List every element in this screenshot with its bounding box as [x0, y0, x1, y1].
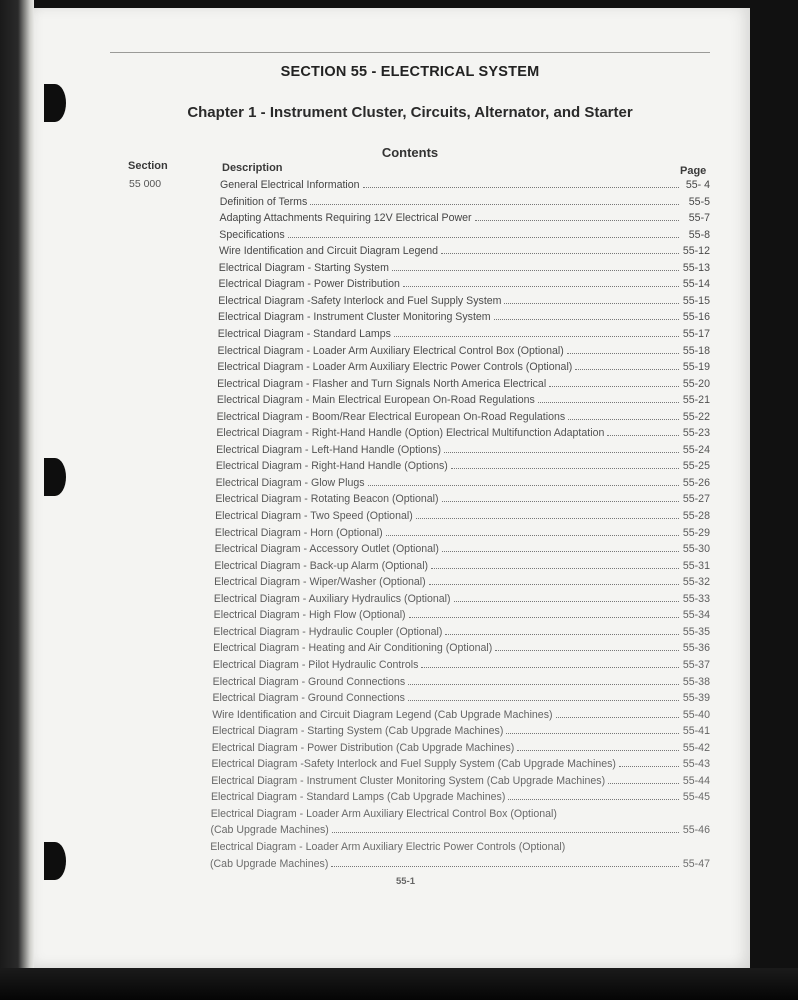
toc-row [219, 278, 710, 290]
toc-row [210, 858, 710, 870]
toc-description: Electrical Diagram - Rotating Beacon (Optional) [215, 493, 439, 506]
toc-leader-dots [442, 544, 679, 552]
toc-leader-dots [508, 792, 679, 800]
toc-row [211, 808, 710, 820]
toc-page-number: 55-33 [682, 592, 710, 605]
toc-row [218, 328, 710, 340]
toc-leader-dots [386, 527, 679, 535]
toc-description: (Cab Upgrade Machines) [210, 824, 329, 837]
toc-description: (Cab Upgrade Machines) [210, 857, 329, 870]
toc-page-number: 55-42 [682, 741, 710, 754]
toc-description: Electrical Diagram - Accessory Outlet (Optional) [214, 543, 439, 556]
toc-row [211, 758, 710, 770]
toc-leader-dots [504, 295, 679, 303]
toc-description: Electrical Diagram - Loader Arm Auxiliary Electrical Control Box (Optional) [210, 807, 557, 820]
toc-row [216, 460, 710, 472]
toc-description: Electrical Diagram - Main Electrical European On-Road Regulations [216, 394, 535, 407]
toc-leader-dots [421, 660, 679, 668]
toc-leader-dots [442, 494, 679, 502]
toc-description: Electrical Diagram - Standard Lamps [217, 327, 391, 340]
section-column-header: Section [128, 160, 168, 172]
toc-row [213, 642, 710, 654]
toc-leader-dots [517, 742, 679, 750]
toc-leader-dots [607, 428, 679, 436]
toc-page-number: 55-32 [682, 576, 710, 589]
toc-leader-dots [556, 709, 679, 717]
toc-page-number: 55-18 [682, 344, 710, 357]
toc-page-number: 55-24 [682, 443, 710, 456]
toc-leader-dots [429, 577, 679, 585]
toc-description: Electrical Diagram - Standard Lamps (Cab Upgrade Machines) [210, 791, 506, 804]
toc-description: Electrical Diagram - Wiper/Washer (Optional) [214, 576, 426, 589]
toc-row [211, 775, 710, 787]
toc-row [216, 477, 710, 489]
toc-description: Electrical Diagram - Two Speed (Optional) [215, 510, 413, 522]
toc-page-number: 55-17 [682, 327, 710, 340]
toc-row [212, 742, 710, 754]
toc-row [218, 345, 710, 357]
toc-row [216, 444, 710, 456]
toc-page-number: 55-44 [682, 774, 710, 787]
toc-description: Electrical Diagram - Power Distribution [218, 278, 400, 291]
chapter-title: Chapter 1 - Instrument Cluster, Circuits, Alternator, and Starter [187, 104, 633, 121]
toc-description: Specifications [219, 228, 285, 241]
toc-page-number: 55-12 [682, 245, 710, 258]
toc-description: Electrical Diagram - Pilot Hydraulic Controls [212, 658, 419, 671]
toc-description: Electrical Diagram - Instrument Cluster Monitoring System [218, 311, 491, 324]
toc-leader-dots [310, 196, 679, 204]
toc-leader-dots [454, 593, 679, 601]
toc-leader-dots [445, 626, 679, 634]
contents-heading: Contents [381, 145, 439, 160]
toc-page-number: 55-41 [682, 725, 710, 738]
toc-page-number: 55-30 [682, 543, 710, 556]
toc-page-number: 55-25 [682, 460, 710, 473]
toc-description: Electrical Diagram - Loader Arm Auxiliary Electrical Control Box (Optional) [217, 344, 564, 357]
toc-page-number: 55-45 [682, 791, 710, 804]
toc-row [213, 676, 710, 688]
toc-page-number: 55-39 [682, 692, 710, 705]
toc-row [214, 609, 710, 621]
toc-row [214, 593, 710, 605]
toc-leader-dots [608, 775, 679, 783]
toc-page-number: 55-31 [682, 559, 710, 572]
toc-leader-dots [409, 610, 679, 618]
toc-page-number: 55-36 [682, 642, 710, 655]
toc-row [217, 394, 710, 406]
toc-page-number: 55-29 [682, 526, 710, 539]
toc-leader-dots [431, 560, 679, 568]
toc-row [212, 692, 710, 704]
toc-description: Electrical Diagram - Hydraulic Coupler (Optional) [213, 625, 443, 638]
toc-page-number: 55-26 [682, 476, 710, 489]
toc-row [215, 493, 710, 505]
toc-leader-dots [408, 676, 679, 684]
toc-row [219, 229, 710, 241]
toc-row [212, 725, 710, 737]
toc-leader-dots [444, 444, 679, 452]
toc-description: Definition of Terms [219, 195, 308, 208]
toc-description: Electrical Diagram - Starting System (Cab Upgrade Machines) [211, 725, 504, 738]
toc-page-number: 55-15 [682, 294, 710, 307]
toc-row [220, 179, 710, 191]
toc-leader-dots [403, 279, 679, 287]
toc-leader-dots [475, 213, 679, 221]
toc-row [215, 543, 710, 555]
toc-description: Electrical Diagram -Safety Interlock and Fuel Supply System [218, 294, 502, 307]
section-code: 55 000 [129, 178, 162, 190]
description-column-header: Description [222, 162, 283, 174]
toc-leader-dots [495, 643, 679, 651]
toc-leader-dots [368, 477, 679, 485]
toc-page-number: 55-38 [682, 675, 710, 688]
toc-row [218, 311, 710, 323]
toc-row [210, 841, 710, 853]
toc-row [215, 527, 710, 539]
toc-page-number: 55-35 [682, 625, 710, 638]
toc-row [217, 411, 710, 423]
toc-description: Wire Identification and Circuit Diagram Legend [219, 245, 439, 258]
toc-leader-dots [538, 395, 679, 403]
toc-description: Electrical Diagram - Ground Connections [212, 675, 406, 688]
toc-row [214, 576, 710, 588]
toc-description: Electrical Diagram - Loader Arm Auxiliary Electric Power Controls (Optional) [210, 841, 566, 853]
toc-page-number: 55-37 [682, 658, 710, 671]
toc-page-number: 55-20 [682, 377, 710, 390]
toc-row [211, 791, 710, 803]
toc-page-number: 55-27 [682, 493, 710, 506]
toc-description: General Electrical Information [220, 179, 360, 191]
toc-page-number: 55-5 [688, 195, 710, 208]
toc-description: Wire Identification and Circuit Diagram Legend (Cab Upgrade Machines) [212, 708, 553, 721]
toc-description: Electrical Diagram - Heating and Air Conditioning (Optional) [213, 642, 493, 655]
toc-row [220, 212, 710, 224]
toc-description: Electrical Diagram - Auxiliary Hydraulics (Optional) [213, 592, 451, 605]
toc-page-number: 55- 4 [685, 179, 710, 191]
toc-description: Electrical Diagram - Power Distribution (Cab Upgrade Machines) [211, 741, 515, 754]
toc-leader-dots [441, 246, 679, 254]
toc-page-number: 55-23 [682, 427, 710, 440]
toc-description: Electrical Diagram - Back-up Alarm (Optional) [214, 559, 429, 572]
toc-leader-dots [568, 411, 679, 419]
toc-row [213, 659, 710, 671]
toc-row [210, 824, 710, 836]
page-column-header: Page [680, 165, 707, 177]
toc-row [219, 262, 710, 274]
toc-leader-dots [575, 362, 679, 370]
toc-description: Electrical Diagram - Right-Hand Handle (Option) Electrical Multifunction Adaptation [216, 427, 605, 440]
toc-leader-dots [332, 825, 679, 833]
toc-page-number: 55-34 [682, 609, 710, 622]
toc-description: Electrical Diagram - Right-Hand Handle (Options) [215, 460, 448, 473]
toc-row [217, 361, 710, 373]
toc-description: Electrical Diagram -Safety Interlock and Fuel Supply System (Cab Upgrade Machines) [211, 758, 616, 771]
toc-row [220, 196, 710, 208]
toc-row [214, 560, 710, 572]
toc-leader-dots [506, 726, 679, 734]
toc-leader-dots [394, 329, 679, 337]
toc-page-number: 55-7 [688, 212, 710, 225]
toc-description: Electrical Diagram - Glow Plugs [215, 476, 365, 489]
toc-page-number: 55-22 [682, 410, 710, 423]
toc-page-number: 55-40 [682, 708, 710, 721]
toc-description: Electrical Diagram - Flasher and Turn Signals North America Electrical [217, 377, 547, 390]
toc-description: Electrical Diagram - Instrument Cluster Monitoring System (Cab Upgrade Machines) [211, 774, 606, 787]
toc-page-number: 55-14 [682, 278, 710, 291]
toc-leader-dots [331, 858, 679, 866]
toc-page-number: 55-43 [682, 758, 710, 771]
toc-page-number: 55-47 [682, 857, 710, 870]
toc-page-number: 55-21 [682, 394, 710, 407]
toc-description: Electrical Diagram - Boom/Rear Electrical European On-Road Regulations [216, 410, 566, 423]
toc-leader-dots [494, 312, 679, 320]
toc-page-number: 55-19 [682, 361, 710, 374]
toc-row [217, 378, 710, 390]
toc-row [212, 709, 710, 721]
page-number: 55-1 [396, 876, 416, 887]
toc-leader-dots [619, 759, 679, 767]
toc-leader-dots [567, 345, 679, 353]
toc-description: Electrical Diagram - Horn (Optional) [214, 526, 383, 539]
toc-description: Electrical Diagram - High Flow (Optional) [213, 609, 406, 622]
toc-leader-dots [392, 262, 679, 270]
toc-description: Electrical Diagram - Starting System [218, 261, 389, 274]
toc-row [219, 245, 710, 257]
toc-leader-dots [451, 461, 679, 469]
toc-page-number: 55-8 [688, 228, 710, 241]
toc-page-number: 55-46 [682, 824, 710, 837]
toc-row [213, 626, 710, 638]
toc-description: Electrical Diagram - Left-Hand Handle (Options) [216, 443, 442, 456]
toc-leader-dots [363, 180, 679, 188]
toc-description: Electrical Diagram - Loader Arm Auxiliary Electric Power Controls (Optional) [217, 361, 573, 374]
toc-page-number: 55-16 [682, 311, 710, 324]
toc-row [218, 295, 710, 307]
toc-description: Adapting Attachments Requiring 12V Electrical Power [219, 212, 472, 225]
toc-description: Electrical Diagram - Ground Connections [212, 692, 405, 705]
section-title: SECTION 55 - ELECTRICAL SYSTEM [280, 64, 540, 80]
toc-leader-dots [408, 693, 679, 701]
toc-leader-dots [416, 511, 679, 519]
toc-page-number: 55-28 [682, 510, 710, 522]
toc-leader-dots [288, 229, 679, 237]
toc-page-number: 55-13 [682, 261, 710, 274]
toc-row [215, 510, 710, 522]
toc-leader-dots [549, 378, 679, 386]
toc-row [216, 427, 710, 439]
